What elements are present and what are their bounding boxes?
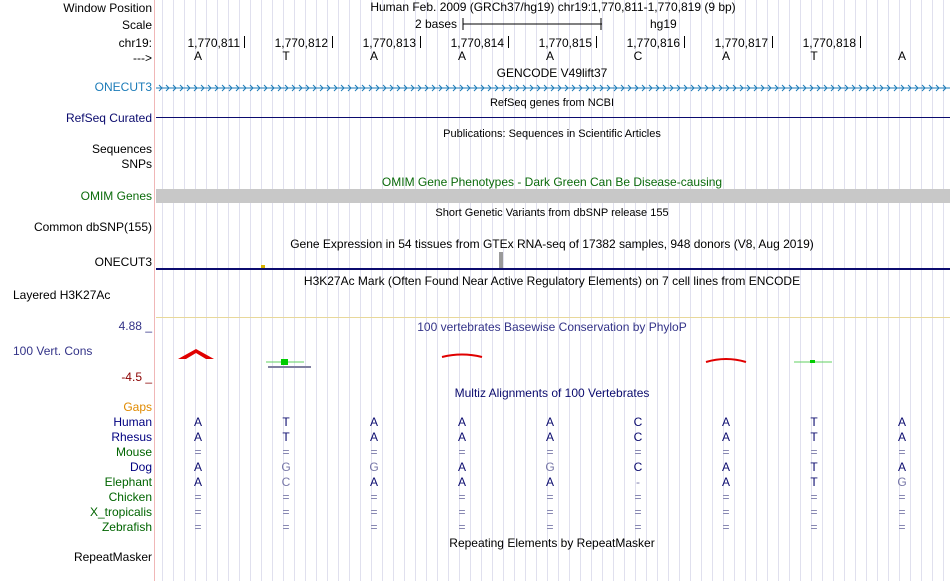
- alignment-base: A: [193, 460, 203, 474]
- gencode-track-label[interactable]: ONECUT3: [94, 80, 152, 94]
- phylop-min-label: -4.5 _: [121, 370, 152, 384]
- phylop-peak: [178, 349, 214, 359]
- coordinate-label: 1,770,818: [802, 36, 856, 50]
- alignment-base: =: [810, 490, 818, 504]
- scale-db-label: hg19: [650, 17, 677, 31]
- alignment-base: =: [282, 445, 290, 459]
- alignment-base: =: [282, 520, 290, 534]
- alignment-base: =: [194, 505, 202, 519]
- reference-base: A: [897, 49, 907, 63]
- h3k27ac-track-title: H3K27Ac Mark (Often Found Near Active Regulatory Elements) on 7 cell lines from ENCODE: [303, 274, 801, 288]
- alignment-base: A: [721, 430, 731, 444]
- alignment-base: A: [897, 415, 907, 429]
- species-label: Rhesus: [111, 430, 152, 444]
- reference-base: T: [810, 49, 818, 63]
- phylop-positive-mark: [810, 360, 815, 363]
- reference-base: A: [545, 49, 555, 63]
- alignment-base: =: [898, 505, 906, 519]
- coordinate-label: 1,770,815: [538, 36, 592, 50]
- scale-label: Scale: [121, 18, 152, 32]
- gtex-track-title: Gene Expression in 54 tissues from GTEx RNA-seq of 17382 samples, 948 donors (V8, Aug 2019): [290, 237, 814, 251]
- alignment-base: =: [898, 445, 906, 459]
- alignment-base: =: [634, 490, 642, 504]
- alignment-base: G: [369, 460, 379, 474]
- alignment-base: =: [546, 520, 554, 534]
- omim-track-label[interactable]: OMIM Genes: [80, 189, 152, 203]
- alignment-base: A: [457, 430, 467, 444]
- alignment-base: A: [897, 460, 907, 474]
- coordinate-tick: [420, 36, 421, 48]
- alignment-base: =: [810, 520, 818, 534]
- scale-bar: [462, 16, 602, 32]
- alignment-base: A: [545, 475, 555, 489]
- alignment-base: A: [545, 430, 555, 444]
- alignment-base: A: [193, 415, 203, 429]
- reference-base: A: [721, 49, 731, 63]
- alignment-base: =: [194, 490, 202, 504]
- gtex-expression-bar[interactable]: [499, 252, 503, 268]
- alignment-base: C: [633, 460, 643, 474]
- alignment-base: A: [457, 475, 467, 489]
- refseq-track-label[interactable]: RefSeq Curated: [65, 111, 152, 125]
- alignment-base: =: [546, 505, 554, 519]
- reference-base: A: [193, 49, 203, 63]
- alignment-base: A: [457, 460, 467, 474]
- repeatmasker-track-title: Repeating Elements by RepeatMasker: [449, 536, 655, 550]
- alignment-base: A: [369, 430, 379, 444]
- alignment-base: C: [281, 475, 291, 489]
- omim-track-title: OMIM Gene Phenotypes - Dark Green Can Be Disease-causing: [381, 175, 723, 189]
- coordinate-label: 1,770,814: [450, 36, 504, 50]
- phylop-positive-mark: [281, 359, 288, 365]
- window-position-label: Window Position: [63, 1, 152, 15]
- species-label: Chicken: [108, 490, 152, 504]
- coordinate-tick: [684, 36, 685, 48]
- alignment-base: A: [193, 475, 203, 489]
- coordinate-label: 1,770,816: [626, 36, 680, 50]
- phylop-track-title: 100 vertebrates Basewise Conservation by PhyloP: [417, 320, 687, 334]
- coordinate-label: 1,770,817: [714, 36, 768, 50]
- species-label: Zebrafish: [101, 520, 152, 534]
- alignment-base: A: [721, 460, 731, 474]
- coordinate-tick: [860, 36, 861, 48]
- alignment-base: =: [898, 490, 906, 504]
- alignment-base: =: [370, 490, 378, 504]
- alignment-base: A: [897, 430, 907, 444]
- alignment-base: T: [810, 430, 818, 444]
- gtex-track-label[interactable]: ONECUT3: [94, 255, 152, 269]
- alignment-base: G: [545, 460, 555, 474]
- reference-base: A: [369, 49, 379, 63]
- reference-base: C: [633, 49, 643, 63]
- alignment-base: =: [370, 445, 378, 459]
- coordinate-label: 1,770,812: [274, 36, 328, 50]
- alignment-base: G: [897, 475, 907, 489]
- dbsnp-track-label[interactable]: Common dbSNP(155): [33, 220, 152, 234]
- alignment-base: A: [193, 430, 203, 444]
- alignment-base: =: [458, 490, 466, 504]
- publications-track-title: Publications: Sequences in Scientific Articles: [443, 128, 661, 140]
- chr-label: chr19:: [118, 36, 152, 50]
- alignment-base: A: [369, 415, 379, 429]
- scale-bar-label: 2 bases: [415, 17, 458, 31]
- alignment-base: -: [636, 475, 640, 489]
- alignment-base: A: [721, 475, 731, 489]
- alignment-base: =: [634, 445, 642, 459]
- alignment-base: =: [370, 520, 378, 534]
- alignment-base: =: [194, 445, 202, 459]
- alignment-base: T: [810, 475, 818, 489]
- alignment-base: G: [281, 460, 291, 474]
- snps-track-label[interactable]: SNPs: [121, 157, 152, 171]
- strand-arrow-label: --->: [133, 51, 152, 65]
- coordinate-tick: [332, 36, 333, 48]
- multiz-track-title: Multiz Alignments of 100 Vertebrates: [454, 386, 650, 400]
- refseq-track-title: RefSeq genes from NCBI: [489, 97, 615, 109]
- coordinate-tick: [596, 36, 597, 48]
- gencode-gene-feature[interactable]: [156, 80, 950, 96]
- reference-base: A: [457, 49, 467, 63]
- alignment-base: =: [634, 505, 642, 519]
- alignment-base: A: [369, 475, 379, 489]
- h3k27ac-baseline: [156, 317, 950, 318]
- alignment-base: =: [810, 505, 818, 519]
- h3k27ac-track-label[interactable]: Layered H3K27Ac: [13, 288, 111, 302]
- alignment-base: T: [282, 415, 290, 429]
- assembly-position-text: Human Feb. 2009 (GRCh37/hg19) chr19:1,770,811-1,770,819 (9 bp): [370, 0, 736, 14]
- alignment-base: =: [194, 520, 202, 534]
- alignment-base: A: [457, 415, 467, 429]
- alignment-base: =: [458, 505, 466, 519]
- gtex-tissue-marker: [261, 265, 265, 268]
- gtex-gene-model[interactable]: [156, 268, 950, 270]
- alignment-base: =: [458, 520, 466, 534]
- alignment-base: =: [282, 505, 290, 519]
- phylop-peak: [706, 359, 746, 362]
- alignment-base: T: [282, 430, 290, 444]
- alignment-base: =: [722, 490, 730, 504]
- phylop-track-label[interactable]: 100 Vert. Cons: [13, 344, 93, 358]
- label-separator: [154, 0, 155, 581]
- alignment-base: =: [546, 445, 554, 459]
- alignment-base: =: [370, 505, 378, 519]
- alignment-base: C: [633, 415, 643, 429]
- alignment-base: =: [722, 520, 730, 534]
- alignment-base: =: [810, 445, 818, 459]
- alignment-base: =: [282, 490, 290, 504]
- alignment-base: =: [898, 520, 906, 534]
- track-label-column: [0, 0, 154, 581]
- track-data-area[interactable]: [156, 0, 950, 581]
- coordinate-label: 1,770,813: [362, 36, 416, 50]
- refseq-gene-feature[interactable]: [156, 117, 950, 118]
- gencode-track-title: GENCODE V49lift37: [496, 66, 608, 80]
- species-label: Human: [113, 415, 152, 429]
- phylop-max-label: 4.88 _: [118, 319, 152, 333]
- species-label: Dog: [129, 460, 152, 474]
- omim-phenotype-bar[interactable]: [156, 189, 950, 203]
- alignment-base: =: [722, 445, 730, 459]
- alignment-base: =: [546, 490, 554, 504]
- reference-base: T: [282, 49, 290, 63]
- species-label: Elephant: [104, 475, 152, 489]
- alignment-base: T: [810, 460, 818, 474]
- species-label: Mouse: [115, 445, 152, 459]
- phylop-peak: [442, 355, 482, 358]
- dbsnp-track-title: Short Genetic Variants from dbSNP release 155: [435, 207, 669, 219]
- species-label: X_tropicalis: [89, 505, 152, 519]
- gaps-label: Gaps: [123, 400, 152, 414]
- phylop-conservation-plot[interactable]: [156, 340, 950, 380]
- alignment-base: =: [634, 520, 642, 534]
- coordinate-tick: [772, 36, 773, 48]
- alignment-base: A: [721, 415, 731, 429]
- publications-track-label[interactable]: Sequences: [91, 142, 152, 156]
- coordinate-tick: [508, 36, 509, 48]
- alignment-base: T: [810, 415, 818, 429]
- coordinate-tick: [244, 36, 245, 48]
- repeatmasker-track-label[interactable]: RepeatMasker: [73, 550, 152, 564]
- alignment-base: =: [722, 505, 730, 519]
- coordinate-label: 1,770,811: [187, 36, 240, 50]
- alignment-base: C: [633, 430, 643, 444]
- alignment-base: A: [545, 415, 555, 429]
- alignment-base: =: [458, 445, 466, 459]
